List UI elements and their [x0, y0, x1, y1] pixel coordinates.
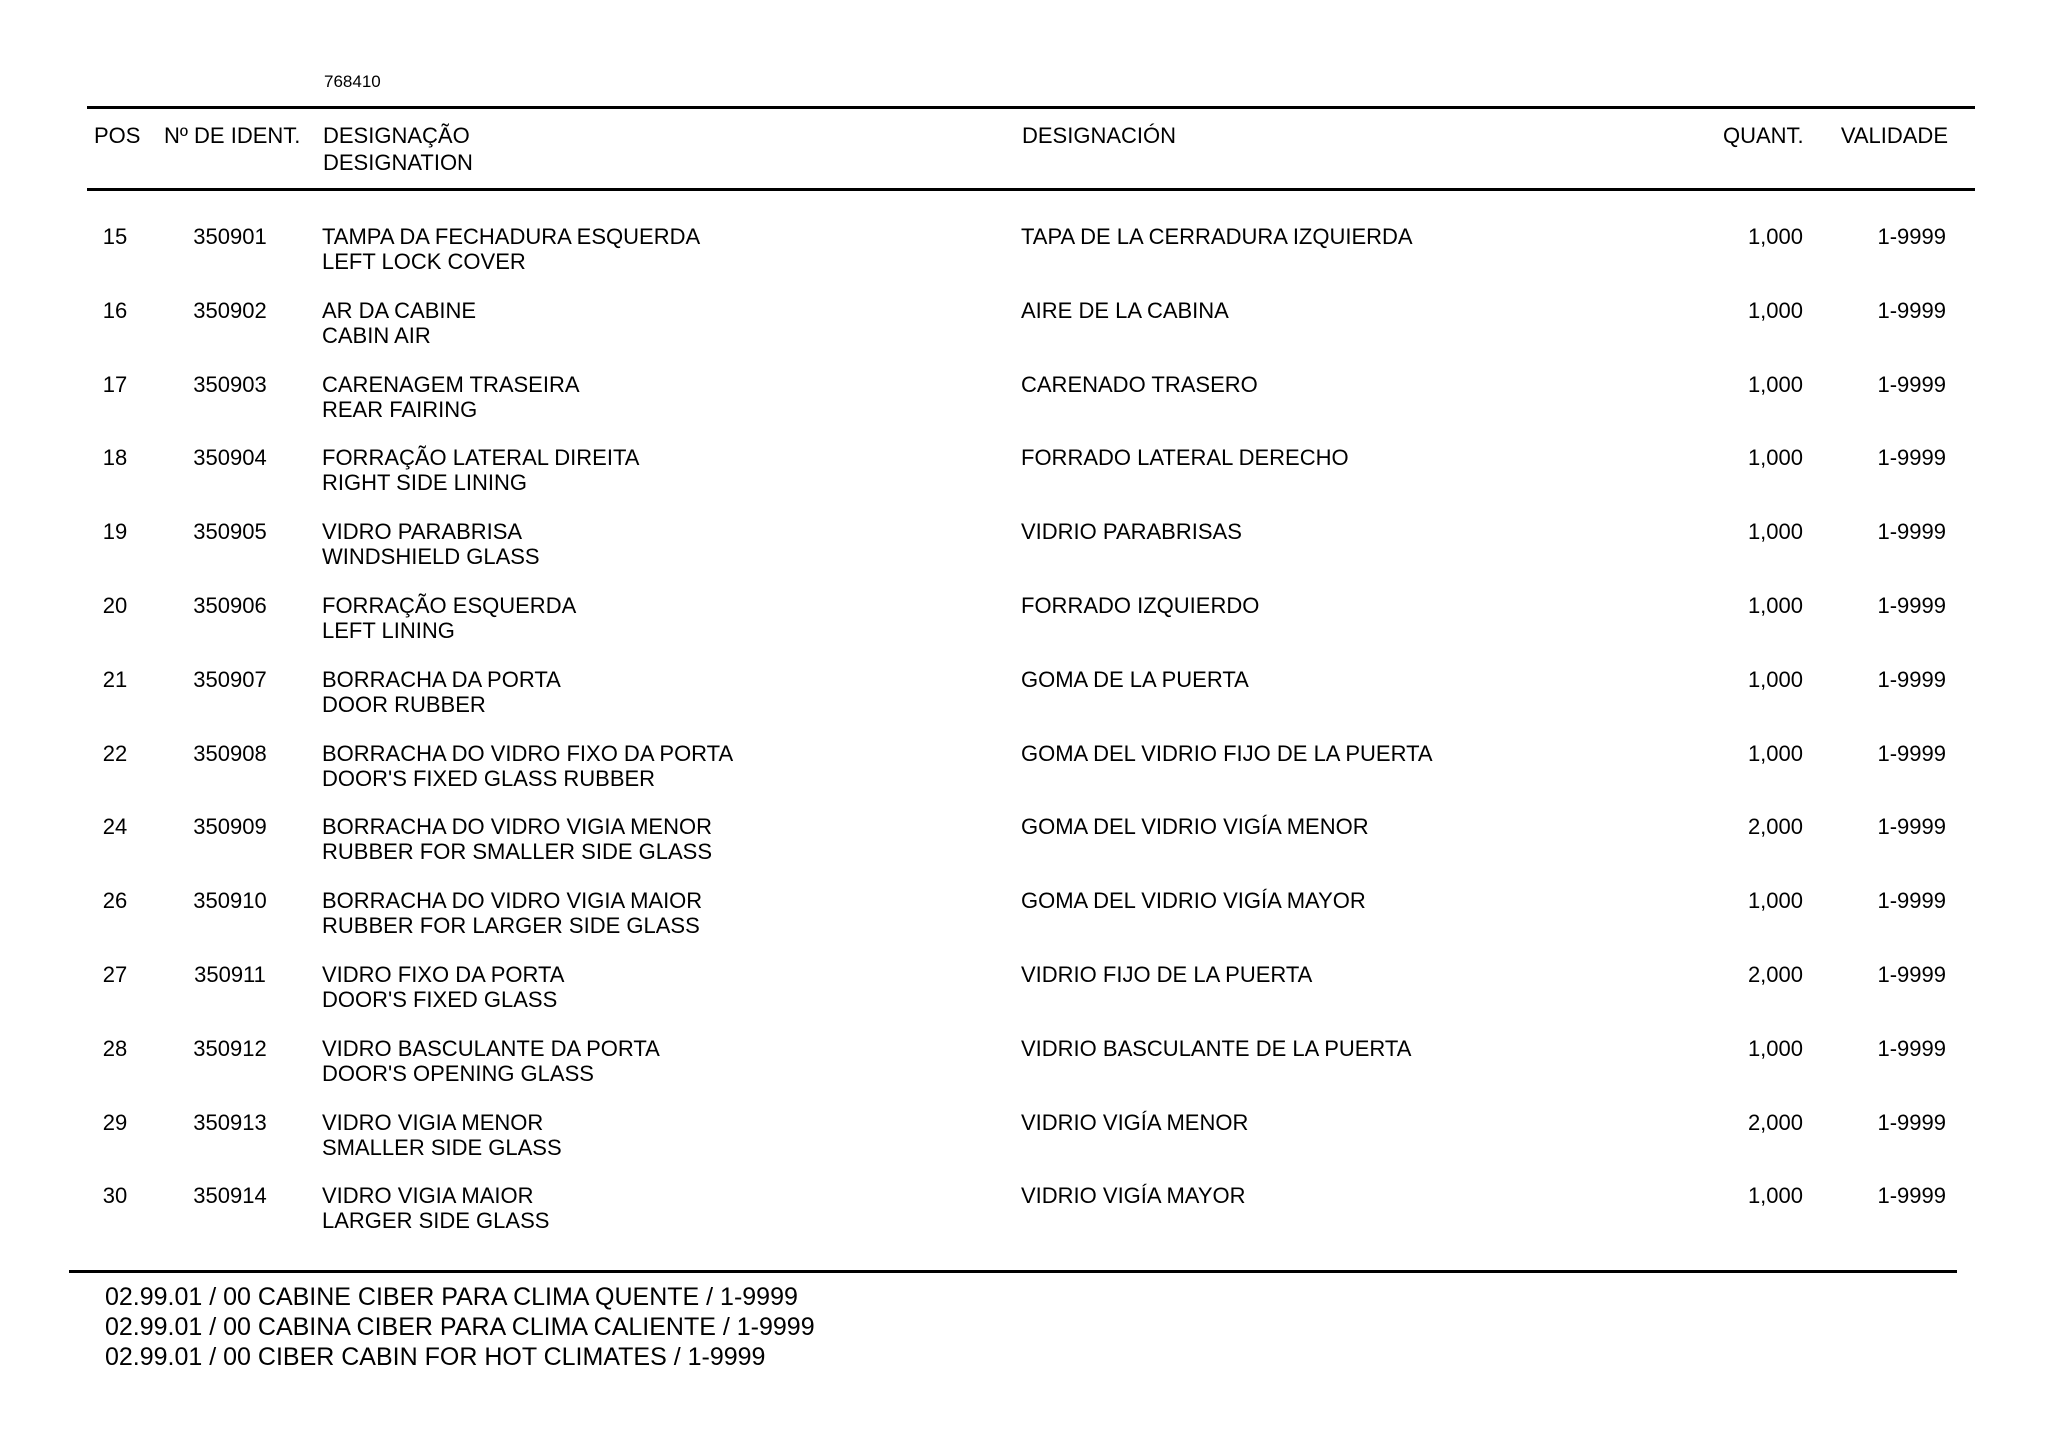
table-row — [0, 372, 2048, 432]
row-designation-en: WINDSHIELD GLASS — [322, 544, 540, 569]
row-validity: 1-9999 — [1877, 1110, 1946, 1135]
row-pos: 30 — [102, 1183, 128, 1208]
row-validity: 1-9999 — [1877, 372, 1946, 397]
row-designation — [322, 962, 564, 1012]
row-designation-es: GOMA DEL VIDRIO VIGÍA MENOR — [1021, 814, 1369, 839]
row-pos: 27 — [102, 962, 128, 987]
table-row — [0, 519, 2048, 579]
table-row — [0, 814, 2048, 874]
row-designation-pt: BORRACHA DA PORTA — [322, 667, 561, 692]
row-designation — [322, 593, 576, 643]
row-designation-es: VIDRIO PARABRISAS — [1021, 519, 1242, 544]
row-designation — [322, 888, 702, 938]
row-ident: 350904 — [193, 445, 267, 470]
row-designation-es: CARENADO TRASERO — [1021, 372, 1258, 397]
row-quantity: 1,000 — [1747, 1036, 1803, 1061]
row-pos: 17 — [102, 372, 128, 397]
row-ident: 350908 — [193, 741, 267, 766]
footer-line-pt: 02.99.01 / 00 CABINE CIBER PARA CLIMA QUENTE / 1-9999 — [105, 1283, 798, 1311]
row-quantity: 1,000 — [1747, 298, 1803, 323]
row-designation-en: LEFT LINING — [322, 618, 455, 643]
row-designation-en: CABIN AIR — [322, 323, 431, 348]
header-designation-en: DESIGNATION — [323, 150, 473, 175]
row-designation — [322, 519, 540, 569]
row-pos: 16 — [102, 298, 128, 323]
row-designation — [322, 667, 561, 717]
row-ident: 350906 — [193, 593, 267, 618]
row-quantity: 1,000 — [1747, 224, 1803, 249]
table-row — [0, 741, 2048, 801]
row-ident: 350903 — [193, 372, 267, 397]
footer-line-en: 02.99.01 / 00 CIBER CABIN FOR HOT CLIMATES / 1-9999 — [105, 1343, 766, 1371]
row-designation — [322, 224, 700, 274]
row-designation — [322, 372, 580, 422]
row-designation-en: REAR FAIRING — [322, 397, 478, 422]
top-divider — [87, 106, 1975, 109]
row-validity: 1-9999 — [1877, 888, 1946, 913]
row-pos: 26 — [102, 888, 128, 913]
row-designation-pt: BORRACHA DO VIDRO FIXO DA PORTA — [322, 741, 734, 766]
row-ident: 350905 — [193, 519, 267, 544]
row-pos: 18 — [102, 445, 128, 470]
row-designation-es: VIDRIO FIJO DE LA PUERTA — [1021, 962, 1313, 987]
row-validity: 1-9999 — [1877, 962, 1946, 987]
row-designation-pt: TAMPA DA FECHADURA ESQUERDA — [322, 224, 701, 249]
row-pos: 21 — [102, 667, 128, 692]
header-designation-pt: DESIGNAÇÃO — [323, 123, 470, 148]
row-ident: 350907 — [193, 667, 267, 692]
row-designation-en: DOOR'S OPENING GLASS — [322, 1061, 594, 1086]
header-ident: Nº DE IDENT. — [164, 123, 301, 148]
row-designation-pt: BORRACHA DO VIDRO VIGIA MENOR — [322, 814, 712, 839]
row-ident: 350912 — [193, 1036, 267, 1061]
row-pos: 28 — [102, 1036, 128, 1061]
table-row — [0, 1036, 2048, 1096]
row-designation-pt: VIDRO FIXO DA PORTA — [322, 962, 565, 987]
table-row — [0, 593, 2048, 653]
table-row — [0, 445, 2048, 505]
row-ident: 350901 — [193, 224, 267, 249]
table-row — [0, 1183, 2048, 1243]
row-designation-es: VIDRIO VIGÍA MENOR — [1021, 1110, 1249, 1135]
row-designation-es: FORRADO LATERAL DERECHO — [1021, 445, 1349, 470]
row-pos: 20 — [102, 593, 128, 618]
row-pos: 15 — [102, 224, 128, 249]
row-quantity: 2,000 — [1747, 962, 1803, 987]
row-designation-en: RUBBER FOR LARGER SIDE GLASS — [322, 913, 700, 938]
row-designation-en: RIGHT SIDE LINING — [322, 470, 527, 495]
row-validity: 1-9999 — [1877, 224, 1946, 249]
row-validity: 1-9999 — [1877, 445, 1946, 470]
row-designation-es: FORRADO IZQUIERDO — [1021, 593, 1260, 618]
row-pos: 24 — [102, 814, 128, 839]
row-designation-en: DOOR RUBBER — [322, 692, 486, 717]
document-number: 768410 — [324, 72, 381, 91]
row-quantity: 2,000 — [1747, 1110, 1803, 1135]
row-designation — [322, 1110, 562, 1160]
row-designation-pt: VIDRO BASCULANTE DA PORTA — [322, 1036, 660, 1061]
row-designation-pt: AR DA CABINE — [322, 298, 477, 323]
assembly-footer — [105, 1282, 815, 1372]
row-designation-en: SMALLER SIDE GLASS — [322, 1135, 562, 1160]
table-row — [0, 888, 2048, 948]
row-validity: 1-9999 — [1877, 667, 1946, 692]
table-row — [0, 298, 2048, 358]
row-designation-es: GOMA DE LA PUERTA — [1021, 667, 1249, 692]
header-divider — [87, 188, 1975, 191]
row-designation-en: RUBBER FOR SMALLER SIDE GLASS — [322, 839, 712, 864]
row-designation-es: GOMA DEL VIDRIO VIGÍA MAYOR — [1021, 888, 1366, 913]
row-validity: 1-9999 — [1877, 519, 1946, 544]
header-validity: VALIDADE — [1840, 123, 1948, 148]
footer-line-es: 02.99.01 / 00 CABINA CIBER PARA CLIMA CALIENTE / 1-9999 — [105, 1313, 815, 1341]
row-pos: 22 — [102, 741, 128, 766]
row-designation-en: LARGER SIDE GLASS — [322, 1208, 550, 1233]
row-ident: 350910 — [193, 888, 267, 913]
table-row — [0, 1110, 2048, 1170]
row-quantity: 1,000 — [1747, 888, 1803, 913]
row-designation-pt: CARENAGEM TRASEIRA — [322, 372, 580, 397]
row-designation — [322, 445, 639, 495]
row-designation — [322, 1183, 549, 1233]
table-row — [0, 224, 2048, 284]
row-quantity: 1,000 — [1747, 519, 1803, 544]
header-designation-es: DESIGNACIÓN — [1022, 123, 1177, 148]
row-validity: 1-9999 — [1877, 298, 1946, 323]
header-quantity: QUANT. — [1723, 123, 1804, 148]
row-ident: 350913 — [193, 1110, 267, 1135]
row-designation — [322, 298, 476, 348]
row-designation-pt: FORRAÇÃO ESQUERDA — [322, 593, 577, 618]
row-designation — [322, 1036, 660, 1086]
row-quantity: 1,000 — [1747, 593, 1803, 618]
row-designation-pt: BORRACHA DO VIDRO VIGIA MAIOR — [322, 888, 703, 913]
row-validity: 1-9999 — [1877, 593, 1946, 618]
row-designation-pt: FORRAÇÃO LATERAL DIREITA — [322, 445, 640, 470]
row-ident: 350911 — [194, 962, 266, 987]
header-designation — [323, 122, 473, 176]
row-designation — [322, 741, 733, 791]
row-quantity: 1,000 — [1747, 741, 1803, 766]
row-pos: 29 — [102, 1110, 128, 1135]
row-designation-pt: VIDRO PARABRISA — [322, 519, 523, 544]
table-row — [0, 667, 2048, 727]
row-designation-es: TAPA DE LA CERRADURA IZQUIERDA — [1021, 224, 1413, 249]
row-validity: 1-9999 — [1877, 1036, 1946, 1061]
row-quantity: 2,000 — [1747, 814, 1803, 839]
row-designation-es: GOMA DEL VIDRIO FIJO DE LA PUERTA — [1021, 741, 1433, 766]
row-pos: 19 — [102, 519, 128, 544]
table-row — [0, 962, 2048, 1022]
row-designation-pt: VIDRO VIGIA MENOR — [322, 1110, 544, 1135]
row-designation-es: AIRE DE LA CABINA — [1021, 298, 1229, 323]
header-pos: POS — [94, 123, 141, 148]
row-quantity: 1,000 — [1747, 667, 1803, 692]
row-ident: 350902 — [193, 298, 267, 323]
row-designation-en: LEFT LOCK COVER — [322, 249, 526, 274]
bottom-divider — [69, 1270, 1957, 1273]
row-quantity: 1,000 — [1747, 1183, 1803, 1208]
row-validity: 1-9999 — [1877, 814, 1946, 839]
row-designation — [322, 814, 712, 864]
row-quantity: 1,000 — [1747, 445, 1803, 470]
row-validity: 1-9999 — [1877, 741, 1946, 766]
row-designation-pt: VIDRO VIGIA MAIOR — [322, 1183, 534, 1208]
row-designation-en: DOOR'S FIXED GLASS — [322, 987, 558, 1012]
row-designation-es: VIDRIO BASCULANTE DE LA PUERTA — [1021, 1036, 1412, 1061]
row-quantity: 1,000 — [1747, 372, 1803, 397]
row-ident: 350914 — [193, 1183, 267, 1208]
row-ident: 350909 — [193, 814, 267, 839]
row-designation-es: VIDRIO VIGÍA MAYOR — [1021, 1183, 1246, 1208]
row-designation-en: DOOR'S FIXED GLASS RUBBER — [322, 766, 656, 791]
row-validity: 1-9999 — [1877, 1183, 1946, 1208]
